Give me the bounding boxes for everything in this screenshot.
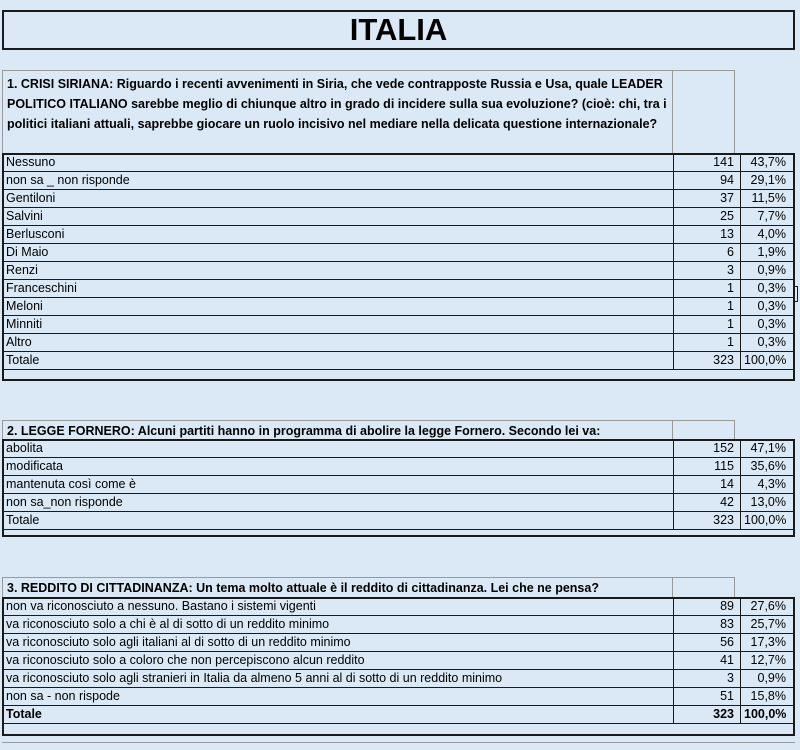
row-count: 323 (674, 352, 741, 370)
table-row (3, 190, 795, 208)
row-label: Minniti (3, 316, 674, 334)
row-label: abolita (3, 440, 674, 458)
row-count: 3 (674, 262, 741, 280)
row-count: 14 (674, 476, 741, 494)
row-percent: 11,5% (741, 190, 795, 208)
table-row (3, 208, 795, 226)
row-label: va riconosciuto solo a coloro che non percepiscono alcun reddito (3, 652, 674, 670)
row-percent: 0,9% (741, 262, 795, 280)
row-percent: 43,7% (741, 154, 795, 172)
row-count: 6 (674, 244, 741, 262)
row-label: va riconosciuto solo agli stranieri in Italia da almeno 5 anni al di sotto di un reddito minimo (3, 670, 674, 688)
table-row (3, 244, 795, 262)
row-label: Altro (3, 334, 674, 352)
row-count: 1 (674, 316, 741, 334)
row-label: Renzi (3, 262, 674, 280)
row-count: 89 (674, 598, 741, 616)
row-label: non sa _ non risponde (3, 172, 674, 190)
row-percent: 15,8% (741, 688, 795, 706)
table-row (3, 316, 795, 334)
table-row (3, 298, 795, 316)
row-percent: 0,3% (741, 334, 795, 352)
row-count: 152 (674, 440, 741, 458)
table-row (3, 634, 795, 652)
row-count: 94 (674, 172, 741, 190)
row-label: Franceschini (3, 280, 674, 298)
row-percent: 100,0% (741, 512, 795, 530)
table-row (3, 652, 795, 670)
row-count: 1 (674, 280, 741, 298)
row-percent: 100,0% (741, 706, 795, 724)
row-percent: 4,0% (741, 226, 795, 244)
table-row (3, 172, 795, 190)
question-1-table (2, 153, 795, 370)
table-row (3, 440, 795, 458)
row-count: 13 (674, 226, 741, 244)
row-label: Nessuno (3, 154, 674, 172)
row-percent: 25,7% (741, 616, 795, 634)
question-2-header: 2. LEGGE FORNERO: Alcuni partiti hanno in programma di abolire la legge Fornero. Secondo lei va: (2, 420, 672, 440)
row-count: 1 (674, 334, 741, 352)
table-row-total (3, 706, 795, 724)
row-count: 37 (674, 190, 741, 208)
table-row (3, 670, 795, 688)
row-percent: 100,0% (741, 352, 795, 370)
row-count: 323 (674, 706, 741, 724)
row-label: va riconosciuto solo agli italiani al di sotto di un reddito minimo (3, 634, 674, 652)
table-row (3, 494, 795, 512)
table-row (3, 334, 795, 352)
question-1-header: 1. CRISI SIRIANA: Riguardo i recenti avvenimenti in Siria, che vede contrapposte Russia e Usa, quale LEADER POLITICO ITALIANO sarebbe meglio di chiunque altro in grado di incidere sulla sua evoluzione? (cioè: chi, tra i politici italiani attuali, saprebbe giocare un ruolo incisivo nel mediare nella delicata questione internazionale? (2, 70, 672, 154)
row-label: modificata (3, 458, 674, 476)
row-label: Totale (3, 706, 674, 724)
question-2-empty-cell (672, 420, 735, 440)
cell-cursor-marker (795, 286, 798, 302)
table-row (3, 280, 795, 298)
question-1-empty-cell (672, 70, 735, 154)
question-2-table (2, 439, 795, 530)
row-percent: 13,0% (741, 494, 795, 512)
table-row (3, 688, 795, 706)
page-title: ITALIA (2, 10, 795, 50)
row-percent: 35,6% (741, 458, 795, 476)
row-count: 56 (674, 634, 741, 652)
row-label: non va riconosciuto a nessuno. Bastano i sistemi vigenti (3, 598, 674, 616)
row-percent: 0,3% (741, 280, 795, 298)
row-label: non sa_non risponde (3, 494, 674, 512)
table-row (3, 226, 795, 244)
row-label: Meloni (3, 298, 674, 316)
row-count: 141 (674, 154, 741, 172)
row-percent: 47,1% (741, 440, 795, 458)
row-label: Gentiloni (3, 190, 674, 208)
row-label: Totale (3, 352, 674, 370)
row-label: va riconosciuto solo a chi è al di sotto di un reddito minimo (3, 616, 674, 634)
table-row (3, 154, 795, 172)
question-3-empty-cell (672, 577, 735, 597)
table-row-total (3, 512, 795, 530)
row-percent: 0,3% (741, 316, 795, 334)
row-label: Di Maio (3, 244, 674, 262)
row-label: non sa - non rispode (3, 688, 674, 706)
table-row-total (3, 352, 795, 370)
row-count: 42 (674, 494, 741, 512)
row-count: 41 (674, 652, 741, 670)
table-row (3, 616, 795, 634)
table-row (3, 476, 795, 494)
row-percent: 7,7% (741, 208, 795, 226)
row-count: 3 (674, 670, 741, 688)
row-count: 51 (674, 688, 741, 706)
table-row (3, 458, 795, 476)
row-count: 323 (674, 512, 741, 530)
row-percent: 12,7% (741, 652, 795, 670)
row-percent: 4,3% (741, 476, 795, 494)
question-3-header: 3. REDDITO DI CITTADINANZA: Un tema molto attuale è il reddito di cittadinanza. Lei che ne pensa? (2, 577, 672, 597)
row-percent: 0,3% (741, 298, 795, 316)
row-label: mantenuta così come è (3, 476, 674, 494)
table-row (3, 262, 795, 280)
row-label: Totale (3, 512, 674, 530)
row-percent: 0,9% (741, 670, 795, 688)
row-percent: 27,6% (741, 598, 795, 616)
row-percent: 17,3% (741, 634, 795, 652)
table-row (3, 598, 795, 616)
row-label: Berlusconi (3, 226, 674, 244)
row-count: 1 (674, 298, 741, 316)
sheet-bottom-edge (2, 742, 795, 750)
row-count: 25 (674, 208, 741, 226)
row-percent: 29,1% (741, 172, 795, 190)
row-percent: 1,9% (741, 244, 795, 262)
row-count: 115 (674, 458, 741, 476)
row-label: Salvini (3, 208, 674, 226)
row-count: 83 (674, 616, 741, 634)
question-3-table (2, 597, 795, 724)
